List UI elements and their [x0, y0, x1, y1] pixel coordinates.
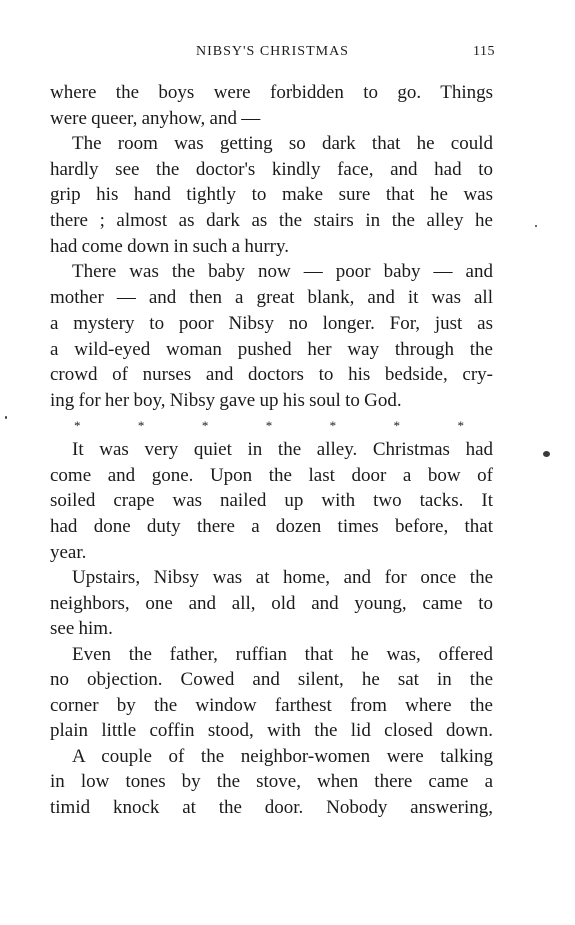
- text-line: The room was getting so dark that he could: [72, 133, 493, 154]
- text-line: neighbors, one and all, old and young, came to: [50, 593, 493, 614]
- section-break-star: *: [137, 418, 145, 433]
- text-line: where the boys were forbidden to go. Things: [50, 82, 493, 103]
- ink-speck: [535, 225, 537, 227]
- ink-speck: [5, 416, 7, 419]
- text-line: there ; almost as dark as the stairs in the alley he: [50, 210, 493, 231]
- text-line: A couple of the neighbor-women were talking: [72, 746, 493, 767]
- text-line: timid knock at the door. Nobody answering,: [50, 797, 493, 818]
- section-break-star: *: [74, 418, 81, 433]
- text-line: hardly see the doctor's kindly face, and had to: [50, 159, 493, 180]
- text-line: soiled crape was nailed up with two tacks. It: [50, 490, 493, 511]
- text-line: had come down in such a hurry.: [50, 236, 290, 257]
- text-line: were queer, anyhow, and —: [50, 108, 261, 129]
- text-line: Upstairs, Nibsy was at home, and for once the: [72, 567, 493, 588]
- text-line: grip his hand tightly to make sure that he was: [50, 184, 493, 205]
- text-line: corner by the window farthest from where the: [50, 695, 493, 716]
- running-title: NIBSY'S CHRISTMAS: [196, 44, 349, 59]
- text-line: a wild-eyed woman pushed her way through the: [50, 339, 493, 360]
- text-line: in low tones by the stove, when there came a: [50, 771, 493, 792]
- text-line: mother — and then a great blank, and it was all: [50, 287, 493, 308]
- text-line: ing for her boy, Nibsy gave up his soul to God.: [50, 390, 402, 411]
- text-line: Even the father, ruffian that he was, offered: [72, 644, 493, 665]
- section-break-star: *: [265, 418, 273, 433]
- text-line: crowd of nurses and doctors to his bedside, cry-: [50, 364, 493, 385]
- text-line: It was very quiet in the alley. Christmas had: [72, 439, 493, 460]
- text-line: come and gone. Upon the last door a bow of: [50, 465, 493, 486]
- ink-speck: [543, 451, 550, 457]
- text-line: year.: [50, 542, 87, 563]
- text-line: see him.: [50, 618, 113, 639]
- text-line: There was the baby now — poor baby — and: [72, 261, 493, 282]
- section-break-star: *: [457, 418, 464, 433]
- text-line: had done duty there a dozen times before, that: [50, 516, 493, 537]
- page-number: 115: [473, 44, 495, 59]
- running-head: [50, 44, 495, 64]
- section-break-star: *: [329, 418, 337, 433]
- text-line: a mystery to poor Nibsy no longer. For, just as: [50, 313, 493, 334]
- text-line: no objection. Cowed and silent, he sat in the: [50, 669, 493, 690]
- section-break: [74, 418, 464, 434]
- section-break-star: *: [393, 418, 401, 433]
- section-break-star: *: [201, 418, 209, 433]
- text-line: plain little coffin stood, with the lid closed down.: [50, 720, 493, 741]
